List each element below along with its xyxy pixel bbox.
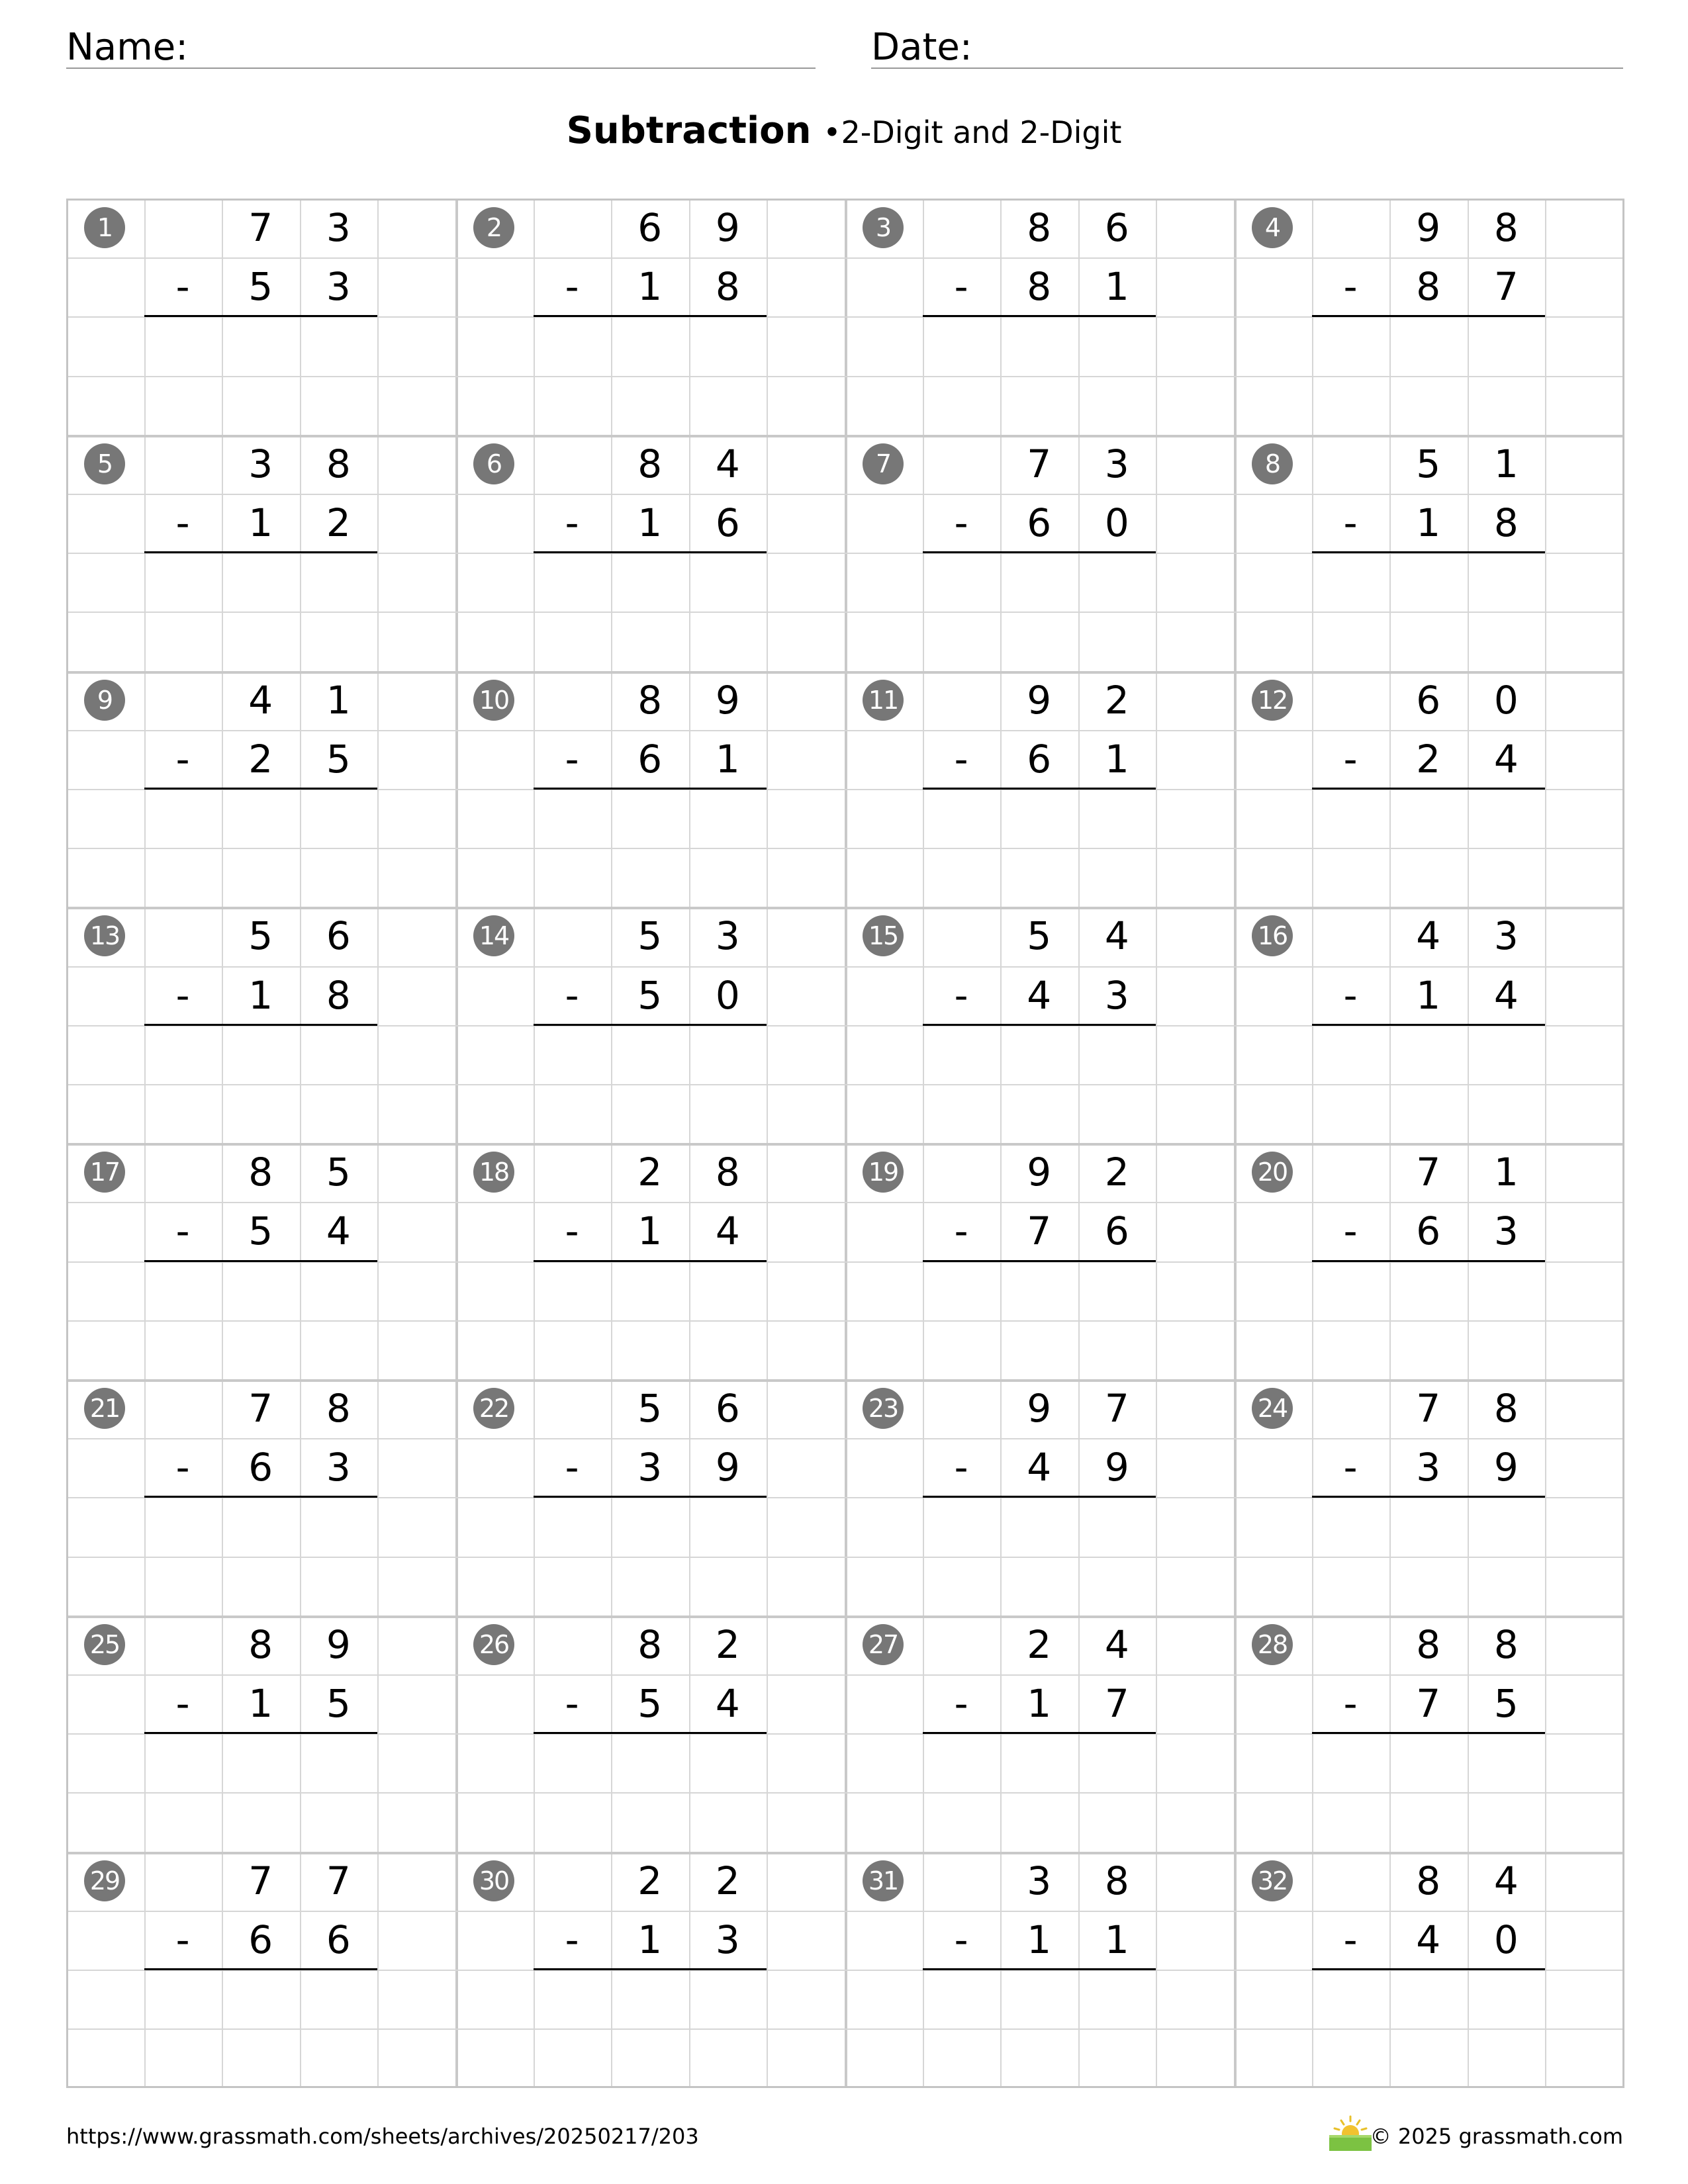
worksheet-title (0, 105, 1688, 159)
minuend-digit: 4 (1104, 1621, 1129, 1667)
minus-sign: - (175, 500, 190, 545)
subtrahend-digit: 4 (715, 1681, 740, 1726)
subtrahend-digit: 6 (248, 1445, 273, 1490)
answer-area[interactable] (923, 316, 1156, 375)
problem-number-badge: 28 (1252, 1624, 1293, 1665)
problem-number-badge: 8 (1252, 443, 1293, 484)
subtrahend-digit: 4 (326, 1208, 351, 1254)
answer-area[interactable] (144, 789, 378, 848)
minus-sign: - (1343, 1681, 1358, 1726)
answer-area[interactable] (144, 1025, 378, 1084)
answer-area[interactable] (534, 1970, 767, 2028)
subtrahend-digit: 3 (715, 1917, 740, 1962)
minuend-digit: 8 (1027, 205, 1052, 250)
minus-sign: - (1343, 500, 1358, 545)
answer-area[interactable] (1312, 553, 1546, 612)
minus-sign: - (565, 1917, 579, 1962)
problem-number-badge: 6 (473, 443, 514, 484)
minuend-digit: 8 (637, 677, 663, 723)
subtrahend-digit: 1 (1027, 1917, 1052, 1962)
title-bullet: • (823, 114, 841, 150)
minuend-digit: 8 (1493, 1386, 1519, 1431)
subtrahend-digit: 7 (1416, 1681, 1441, 1726)
minuend-digit: 2 (637, 1858, 663, 1903)
problem-number-badge: 7 (863, 443, 904, 484)
problem-number-badge: 3 (863, 207, 904, 248)
subtrahend-digit: 3 (326, 264, 351, 310)
minuend-digit: 6 (326, 913, 351, 959)
subtrahend-digit: 1 (1416, 972, 1441, 1018)
minus-sign: - (565, 736, 579, 782)
minuend-digit: 8 (326, 441, 351, 486)
subtrahend-digit: 9 (1493, 1445, 1519, 1490)
subtrahend-digit: 3 (1416, 1445, 1441, 1490)
minuend-digit: 7 (248, 1386, 273, 1431)
subtrahend-digit: 4 (1027, 972, 1052, 1018)
answer-area[interactable] (923, 1497, 1156, 1556)
answer-area[interactable] (534, 1497, 767, 1556)
subtrahend-digit: 2 (1416, 736, 1441, 782)
subtrahend-digit: 3 (1493, 1208, 1519, 1254)
subtrahend-digit: 1 (248, 1681, 273, 1726)
answer-area[interactable] (1312, 789, 1546, 848)
answer-area[interactable] (534, 1261, 767, 1320)
minuend-digit: 3 (715, 913, 740, 959)
problem-number-badge: 17 (84, 1152, 125, 1193)
subtrahend-digit: 0 (1104, 500, 1129, 545)
answer-area[interactable] (1312, 1261, 1546, 1320)
minus-sign: - (175, 1208, 190, 1254)
subtrahend-digit: 7 (1493, 264, 1519, 310)
minus-sign: - (1343, 1445, 1358, 1490)
subtrahend-digit: 6 (715, 500, 740, 545)
answer-area[interactable] (144, 1733, 378, 1792)
name-label: Name: (66, 26, 189, 69)
answer-area[interactable] (144, 316, 378, 375)
minuend-digit: 8 (1416, 1858, 1441, 1903)
problem-number-badge: 11 (863, 680, 904, 721)
minuend-digit: 8 (715, 1150, 740, 1195)
minuend-digit: 5 (248, 913, 273, 959)
minus-sign: - (1343, 1208, 1358, 1254)
subtrahend-digit: 4 (1493, 736, 1519, 782)
minuend-digit: 4 (1493, 1858, 1519, 1903)
subtrahend-digit: 9 (1104, 1445, 1129, 1490)
subtrahend-digit: 6 (326, 1917, 351, 1962)
answer-area[interactable] (1312, 1970, 1546, 2028)
minuend-digit: 8 (637, 441, 663, 486)
minus-sign: - (565, 264, 579, 310)
minuend-digit: 9 (715, 205, 740, 250)
answer-area[interactable] (534, 1733, 767, 1792)
minuend-digit: 1 (1493, 441, 1519, 486)
minus-sign: - (954, 1681, 968, 1726)
minus-sign: - (1343, 264, 1358, 310)
subtrahend-digit: 3 (637, 1445, 663, 1490)
minuend-digit: 5 (637, 1386, 663, 1431)
footer-copyright: © 2025 grassmath.com (1370, 2124, 1623, 2149)
answer-area[interactable] (923, 1261, 1156, 1320)
problem-number-badge: 31 (863, 1860, 904, 1901)
problem-number-badge: 23 (863, 1388, 904, 1429)
minuend-digit: 8 (248, 1621, 273, 1667)
minuend-digit: 7 (1104, 1386, 1129, 1431)
answer-area[interactable] (1312, 1733, 1546, 1792)
minuend-digit: 3 (1104, 441, 1129, 486)
subtrahend-digit: 1 (1027, 1681, 1052, 1726)
minus-sign: - (954, 972, 968, 1018)
minus-sign: - (565, 972, 579, 1018)
subtrahend-digit: 1 (715, 736, 740, 782)
minuend-digit: 5 (326, 1150, 351, 1195)
minuend-digit: 0 (1493, 677, 1519, 723)
minuend-digit: 7 (1416, 1386, 1441, 1431)
subtrahend-digit: 6 (1104, 1208, 1129, 1254)
subtrahend-digit: 4 (1416, 1917, 1441, 1962)
subtrahend-digit: 5 (326, 1681, 351, 1726)
minus-sign: - (175, 1445, 190, 1490)
problem-number-badge: 1 (84, 207, 125, 248)
problem-number-badge: 15 (863, 915, 904, 956)
minuend-digit: 8 (1493, 1621, 1519, 1667)
problem-number-badge: 29 (84, 1860, 125, 1901)
minus-sign: - (175, 1681, 190, 1726)
title-subtitle: 2-Digit and 2-Digit (841, 114, 1122, 150)
subtrahend-digit: 4 (1027, 1445, 1052, 1490)
minuend-digit: 7 (248, 1858, 273, 1903)
name-line[interactable] (66, 68, 816, 69)
problem-number-badge: 5 (84, 443, 125, 484)
minuend-digit: 3 (1027, 1858, 1052, 1903)
title-main: Subtraction (566, 109, 812, 152)
subtrahend-digit: 2 (326, 500, 351, 545)
subtrahend-digit: 6 (1027, 736, 1052, 782)
minuend-digit: 4 (1416, 913, 1441, 959)
minus-sign: - (565, 1681, 579, 1726)
grass-sun-logo-icon (1327, 2115, 1374, 2152)
answer-area[interactable] (144, 553, 378, 612)
minuend-digit: 6 (1416, 677, 1441, 723)
subtrahend-digit: 3 (1104, 972, 1129, 1018)
minus-sign: - (954, 1445, 968, 1490)
subtrahend-digit: 5 (248, 264, 273, 310)
subtrahend-digit: 7 (1104, 1681, 1129, 1726)
problem-number-badge: 18 (473, 1152, 514, 1193)
answer-area[interactable] (144, 1261, 378, 1320)
minuend-digit: 1 (1493, 1150, 1519, 1195)
minus-sign: - (954, 1917, 968, 1962)
subtrahend-digit: 7 (1027, 1208, 1052, 1254)
problem-number-badge: 20 (1252, 1152, 1293, 1193)
minuend-digit: 2 (715, 1858, 740, 1903)
minuend-digit: 3 (1493, 913, 1519, 959)
subtrahend-digit: 8 (326, 972, 351, 1018)
minus-sign: - (954, 1208, 968, 1254)
subtrahend-digit: 1 (248, 500, 273, 545)
subtrahend-digit: 0 (715, 972, 740, 1018)
minus-sign: - (1343, 972, 1358, 1018)
subtrahend-digit: 1 (637, 264, 663, 310)
minuend-digit: 9 (1027, 1386, 1052, 1431)
subtrahend-digit: 1 (1104, 736, 1129, 782)
subtrahend-digit: 1 (637, 1917, 663, 1962)
minuend-digit: 4 (1104, 913, 1129, 959)
minuend-digit: 2 (1104, 1150, 1129, 1195)
minuend-digit: 8 (248, 1150, 273, 1195)
problem-number-badge: 26 (473, 1624, 514, 1665)
minuend-digit: 8 (326, 1386, 351, 1431)
subtrahend-digit: 4 (715, 1208, 740, 1254)
minuend-digit: 8 (637, 1621, 663, 1667)
answer-area[interactable] (534, 553, 767, 612)
minus-sign: - (1343, 736, 1358, 782)
minuend-digit: 3 (248, 441, 273, 486)
subtrahend-digit: 2 (248, 736, 273, 782)
answer-area[interactable] (923, 1733, 1156, 1792)
problem-number-badge: 10 (473, 680, 514, 721)
minuend-digit: 7 (1027, 441, 1052, 486)
minus-sign: - (565, 1208, 579, 1254)
minuend-digit: 1 (326, 677, 351, 723)
problem-number-badge: 27 (863, 1624, 904, 1665)
footer-url: https://www.grassmath.com/sheets/archives/20250217/203 (66, 2124, 699, 2149)
problem-number-badge: 9 (84, 680, 125, 721)
minuend-digit: 5 (1416, 441, 1441, 486)
minuend-digit: 8 (1493, 205, 1519, 250)
problem-number-badge: 2 (473, 207, 514, 248)
minuend-digit: 2 (1104, 677, 1129, 723)
problem-number-badge: 30 (473, 1860, 514, 1901)
minuend-digit: 8 (1104, 1858, 1129, 1903)
subtrahend-digit: 4 (1493, 972, 1519, 1018)
subtrahend-digit: 6 (637, 736, 663, 782)
minuend-digit: 9 (715, 677, 740, 723)
answer-area[interactable] (1312, 1025, 1546, 1084)
minus-sign: - (175, 736, 190, 782)
minuend-digit: 5 (637, 913, 663, 959)
answer-area[interactable] (534, 789, 767, 848)
answer-area[interactable] (923, 1025, 1156, 1084)
problem-number-badge: 22 (473, 1388, 514, 1429)
minus-sign: - (565, 500, 579, 545)
answer-area[interactable] (534, 1025, 767, 1084)
minuend-digit: 9 (1027, 677, 1052, 723)
subtrahend-digit: 6 (248, 1917, 273, 1962)
minuend-digit: 8 (1416, 1621, 1441, 1667)
minus-sign: - (565, 1445, 579, 1490)
minuend-digit: 7 (326, 1858, 351, 1903)
minuend-digit: 2 (637, 1150, 663, 1195)
problem-number-badge: 16 (1252, 915, 1293, 956)
subtrahend-digit: 1 (248, 972, 273, 1018)
problem-number-badge: 13 (84, 915, 125, 956)
answer-area[interactable] (534, 316, 767, 375)
minuend-digit: 5 (1027, 913, 1052, 959)
minus-sign: - (175, 1917, 190, 1962)
minuend-digit: 6 (637, 205, 663, 250)
minus-sign: - (175, 264, 190, 310)
problem-number-badge: 4 (1252, 207, 1293, 248)
date-line[interactable] (871, 68, 1623, 69)
subtrahend-digit: 9 (715, 1445, 740, 1490)
minuend-digit: 9 (1027, 1150, 1052, 1195)
minuend-digit: 6 (715, 1386, 740, 1431)
subtrahend-digit: 8 (715, 264, 740, 310)
subtrahend-digit: 1 (637, 500, 663, 545)
subtrahend-digit: 5 (1493, 1681, 1519, 1726)
problem-number-badge: 32 (1252, 1860, 1293, 1901)
minus-sign: - (175, 972, 190, 1018)
subtrahend-digit: 5 (248, 1208, 273, 1254)
minuend-digit: 7 (248, 205, 273, 250)
subtrahend-digit: 8 (1027, 264, 1052, 310)
answer-area[interactable] (923, 1970, 1156, 2028)
minuend-digit: 6 (1104, 205, 1129, 250)
subtrahend-digit: 5 (637, 1681, 663, 1726)
answer-area[interactable] (1312, 316, 1546, 375)
problem-number-badge: 19 (863, 1152, 904, 1193)
problem-grid (66, 199, 1623, 2087)
problem-number-badge: 21 (84, 1388, 125, 1429)
minuend-digit: 4 (715, 441, 740, 486)
minuend-digit: 7 (1416, 1150, 1441, 1195)
minus-sign: - (1343, 1917, 1358, 1962)
subtrahend-digit: 3 (326, 1445, 351, 1490)
minus-sign: - (954, 500, 968, 545)
subtrahend-digit: 1 (1416, 500, 1441, 545)
subtrahend-digit: 1 (1104, 1917, 1129, 1962)
minus-sign: - (954, 264, 968, 310)
problem-number-badge: 25 (84, 1624, 125, 1665)
subtrahend-digit: 1 (637, 1208, 663, 1254)
date-label: Date: (871, 26, 972, 69)
minuend-digit: 2 (1027, 1621, 1052, 1667)
minuend-digit: 4 (248, 677, 273, 723)
subtrahend-digit: 5 (637, 972, 663, 1018)
subtrahend-digit: 8 (1493, 500, 1519, 545)
minuend-digit: 2 (715, 1621, 740, 1667)
minuend-digit: 3 (326, 205, 351, 250)
subtrahend-digit: 0 (1493, 1917, 1519, 1962)
subtrahend-digit: 5 (326, 736, 351, 782)
answer-area[interactable] (1312, 1497, 1546, 1556)
minuend-digit: 9 (326, 1621, 351, 1667)
problem-number-badge: 24 (1252, 1388, 1293, 1429)
subtrahend-digit: 1 (1104, 264, 1129, 310)
minuend-digit: 9 (1416, 205, 1441, 250)
answer-area[interactable] (923, 553, 1156, 612)
subtrahend-digit: 6 (1416, 1208, 1441, 1254)
problem-number-badge: 12 (1252, 680, 1293, 721)
subtrahend-digit: 8 (1416, 264, 1441, 310)
problem-number-badge: 14 (473, 915, 514, 956)
answer-area[interactable] (923, 789, 1156, 848)
minus-sign: - (954, 736, 968, 782)
answer-area[interactable] (144, 1497, 378, 1556)
subtrahend-digit: 6 (1027, 500, 1052, 545)
answer-area[interactable] (144, 1970, 378, 2028)
